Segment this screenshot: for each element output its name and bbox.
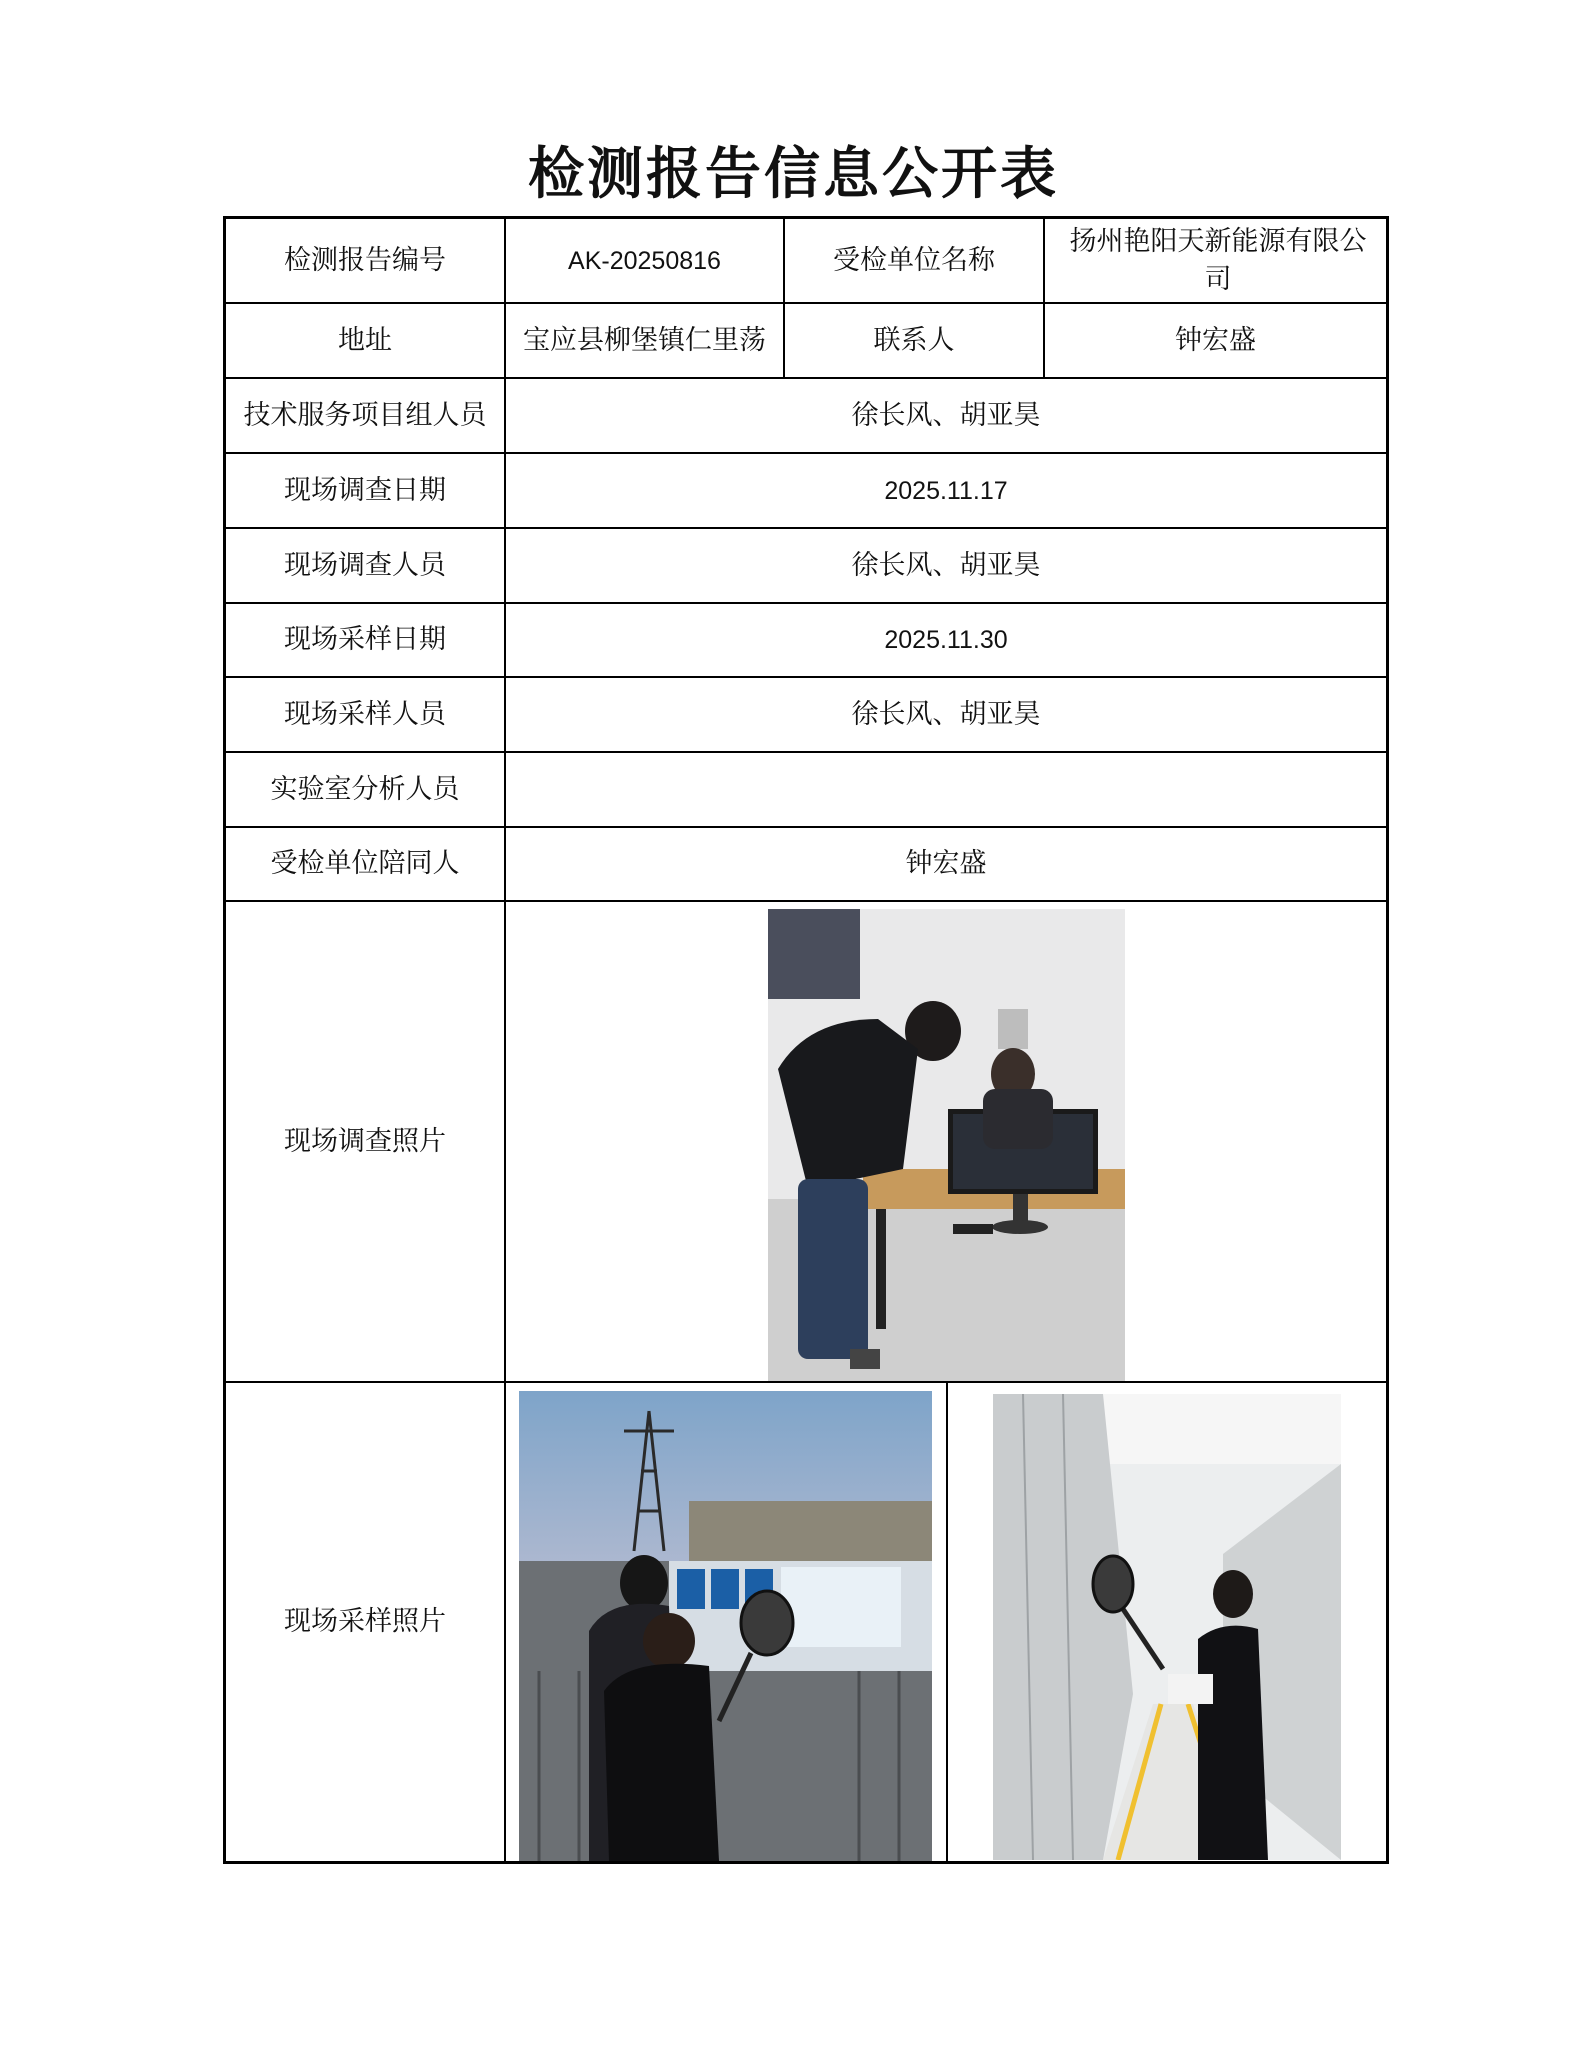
row-label: 现场采样人员 [284, 698, 446, 730]
row-value [506, 753, 1386, 826]
row-label: 现场采样日期 [284, 624, 446, 655]
sampling-photo-label: 现场采样照片 [284, 1606, 446, 1637]
address-label: 地址 [338, 324, 392, 356]
row-value: 徐长风、胡亚昊 [851, 399, 1041, 431]
survey-photo-label: 现场调查照片 [284, 1125, 446, 1157]
row-value: 2025.11.30 [884, 626, 1008, 654]
row-label: 实验室分析人员 [270, 773, 460, 805]
row-label: 技术服务项目组人员 [243, 399, 487, 431]
address-value: 宝应县柳堡镇仁里荡 [523, 324, 766, 356]
row-value: 2025.11.17 [884, 476, 1008, 505]
unit-name-value: 扬州艳阳天新能源有限公司 [1069, 225, 1367, 295]
unit-name-label: 受检单位名称 [833, 244, 995, 276]
sampling-photo-outdoor [519, 1391, 932, 1861]
row-value: 徐长风、胡亚昊 [851, 698, 1041, 730]
row-label: 现场调查人员 [284, 549, 446, 581]
report-no-label: 检测报告编号 [284, 244, 446, 276]
report-no-value: AK-20250816 [568, 246, 721, 275]
page-title: 检测报告信息公开表 [528, 141, 1059, 207]
row-label: 受检单位陪同人 [270, 848, 460, 879]
survey-photo [768, 909, 1125, 1381]
row-value: 钟宏盛 [905, 848, 987, 879]
info-table [223, 216, 1389, 1864]
sampling-photo-indoor [993, 1394, 1341, 1860]
row-value: 徐长风、胡亚昊 [851, 549, 1041, 581]
row-label: 现场调查日期 [284, 474, 446, 506]
contact-value: 钟宏盛 [1175, 324, 1256, 356]
contact-label: 联系人 [873, 324, 955, 356]
